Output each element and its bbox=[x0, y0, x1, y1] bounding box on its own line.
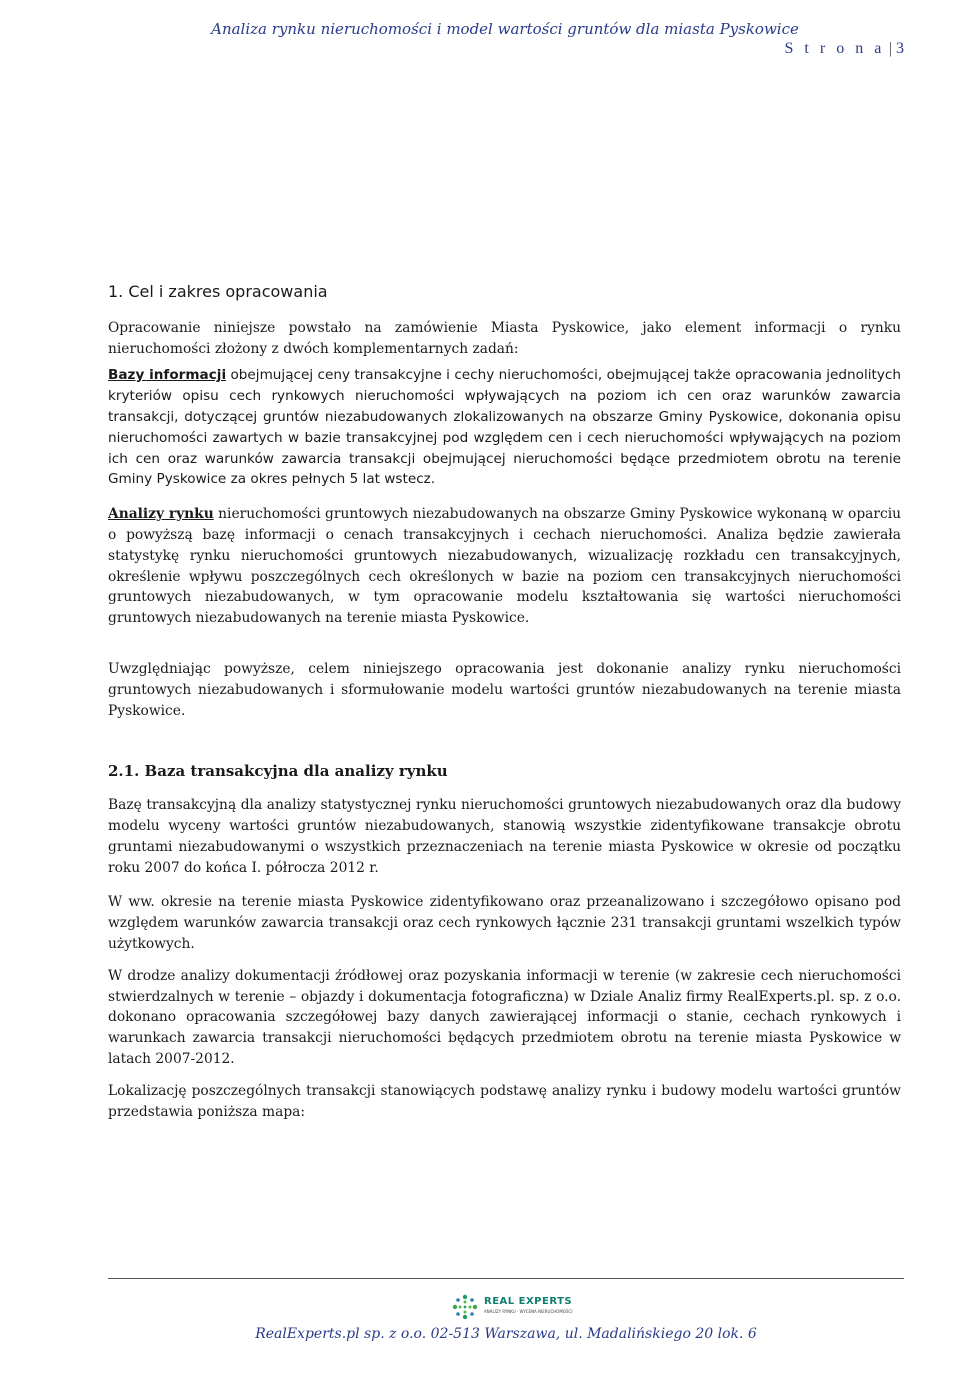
page-number-label bbox=[785, 40, 904, 58]
bazy-term: Bazy informacji bbox=[108, 367, 227, 384]
logo-mark-icon bbox=[452, 1294, 478, 1320]
bazy-paragraph bbox=[108, 365, 901, 490]
bazy-text: obejmującej ceny transakcyjne i cechy nieruchomości, obejmującej także opracowania jednolitych kryteriów opisu cech rynkowych nieruchomości wpływających na poziom ich cen oraz warunków zawarcia transakcji, dotyczącej gruntów niezabudowanych zlokalizowanych na obszarze Gminy Pyskowice, dokonania opisu nieruchomości zawartych w bazie transakcyjnej pod względem cen i cech nieruchomości wpływających na poziom ich cen oraz warunków zawarcia transakcji obejmującej nieruchomości będące przedmiotem obrotu na terenie Gminy Pyskowice za okres pełnych 5 lat wstecz. bbox=[108, 367, 901, 488]
baza-paragraph-4: Lokalizację poszczególnych transakcji stanowiących podstawę analizy rynku i budowy modelu wartości gruntów przedstawia poniższa mapa: bbox=[108, 1082, 901, 1120]
running-header-title: Analiza rynku nieruchomości i model wartości gruntów dla miasta Pyskowice bbox=[211, 20, 799, 38]
real-experts-logo bbox=[452, 1294, 573, 1320]
page-label-text: S t r o n a bbox=[784, 40, 885, 57]
logo-name: REAL EXPERTS bbox=[484, 1296, 573, 1307]
footer-address: RealExperts.pl sp. z o.o. 02-513 Warszawa, ul. Madalińskiego 20 lok. 6 bbox=[255, 1326, 757, 1342]
page-separator: | bbox=[888, 40, 892, 57]
analizy-paragraph bbox=[108, 504, 901, 629]
baza-paragraph-2: W ww. okresie na terenie miasta Pyskowice zidentyfikowano oraz przeanalizowano i szczegółowo opisano pod względem warunków zawarcia transakcji oraz cech rynkowych łącznie 231 transakcji gruntami wszelkich typów użytkowych. bbox=[108, 894, 901, 952]
analizy-text: nieruchomości gruntowych niezabudowanych na obszarze Gminy Pyskowice wykonaną w oparciu o powyższą bazę informacji o cenach transakcyjnych i cechach nieruchomości. Analiza będzie zawierała statystykę rynku nieruchomości gruntowych niezabudowanych, wizualizację rozkładu cen transakcyjnych, określenie wpływu poszczególnych cech określonych w bazie na poziom cen transakcyjnych nieruchomości gruntowych niezabudowanych, w tym opracowanie modelu kształtowania się wartości nieruchomości gruntowych niezabudowanych na terenie miasta Pyskowice. bbox=[108, 506, 901, 627]
section-2-1-heading: 2.1. Baza transakcyjna dla analizy rynku bbox=[108, 762, 448, 781]
logo-tagline: ANALIZY RYNKU · WYCENA NIERUCHOMOŚCI bbox=[484, 1309, 573, 1314]
footer-divider bbox=[108, 1278, 904, 1279]
intro-paragraph: Opracowanie niniejsze powstało na zamówienie Miasta Pyskowice, jako element informacji o rynku nieruchomości złożony z dwóch komplementarnych zadań: bbox=[108, 319, 901, 357]
document-body bbox=[108, 282, 901, 1122]
baza-paragraph-3: W drodze analizy dokumentacji źródłowej oraz pozyskania informacji w terenie (w zakresie cech nieruchomości stwierdzalnych w terenie – objazdy i dokumentacja fotograficzna) w Dziale Analiz firmy RealExperts.pl. sp. z o.o. dokonano opracowania szczegółowej bazy danych zawierającej informacji o stanie, cechach rynkowych i warunkach zawarcia transakcji nieruchomości będących przedmiotem obrotu na terenie miasta Pyskowice w latach 2007-2012. bbox=[108, 967, 901, 1067]
analizy-term: Analizy rynku bbox=[108, 506, 214, 523]
baza-paragraph-1: Bazę transakcyjną dla analizy statystycznej rynku nieruchomości gruntowych niezabudowanych oraz dla budowy modelu wyceny wartości gruntów niezabudowanych, stanowią wszystkie zidentyfikowane transakcje obrotu gruntami niezabudowanymi o wszystkich przeznaczeniach na terenie miasta Pyskowice w okresie od początku roku 2007 do końca I. półrocza 2012 r. bbox=[108, 797, 901, 876]
page-number: 3 bbox=[896, 40, 904, 57]
summary-paragraph: Uwzględniając powyższe, celem niniejszego opracowania jest dokonanie analizy rynku nieruchomości gruntowych niezabudowanych i sformułowanie modelu wartości gruntów niezabudowanych na terenie miasta Pyskowice. bbox=[108, 660, 901, 719]
logo-text bbox=[484, 1297, 573, 1317]
section-1-heading: 1. Cel i zakres opracowania bbox=[108, 282, 328, 301]
